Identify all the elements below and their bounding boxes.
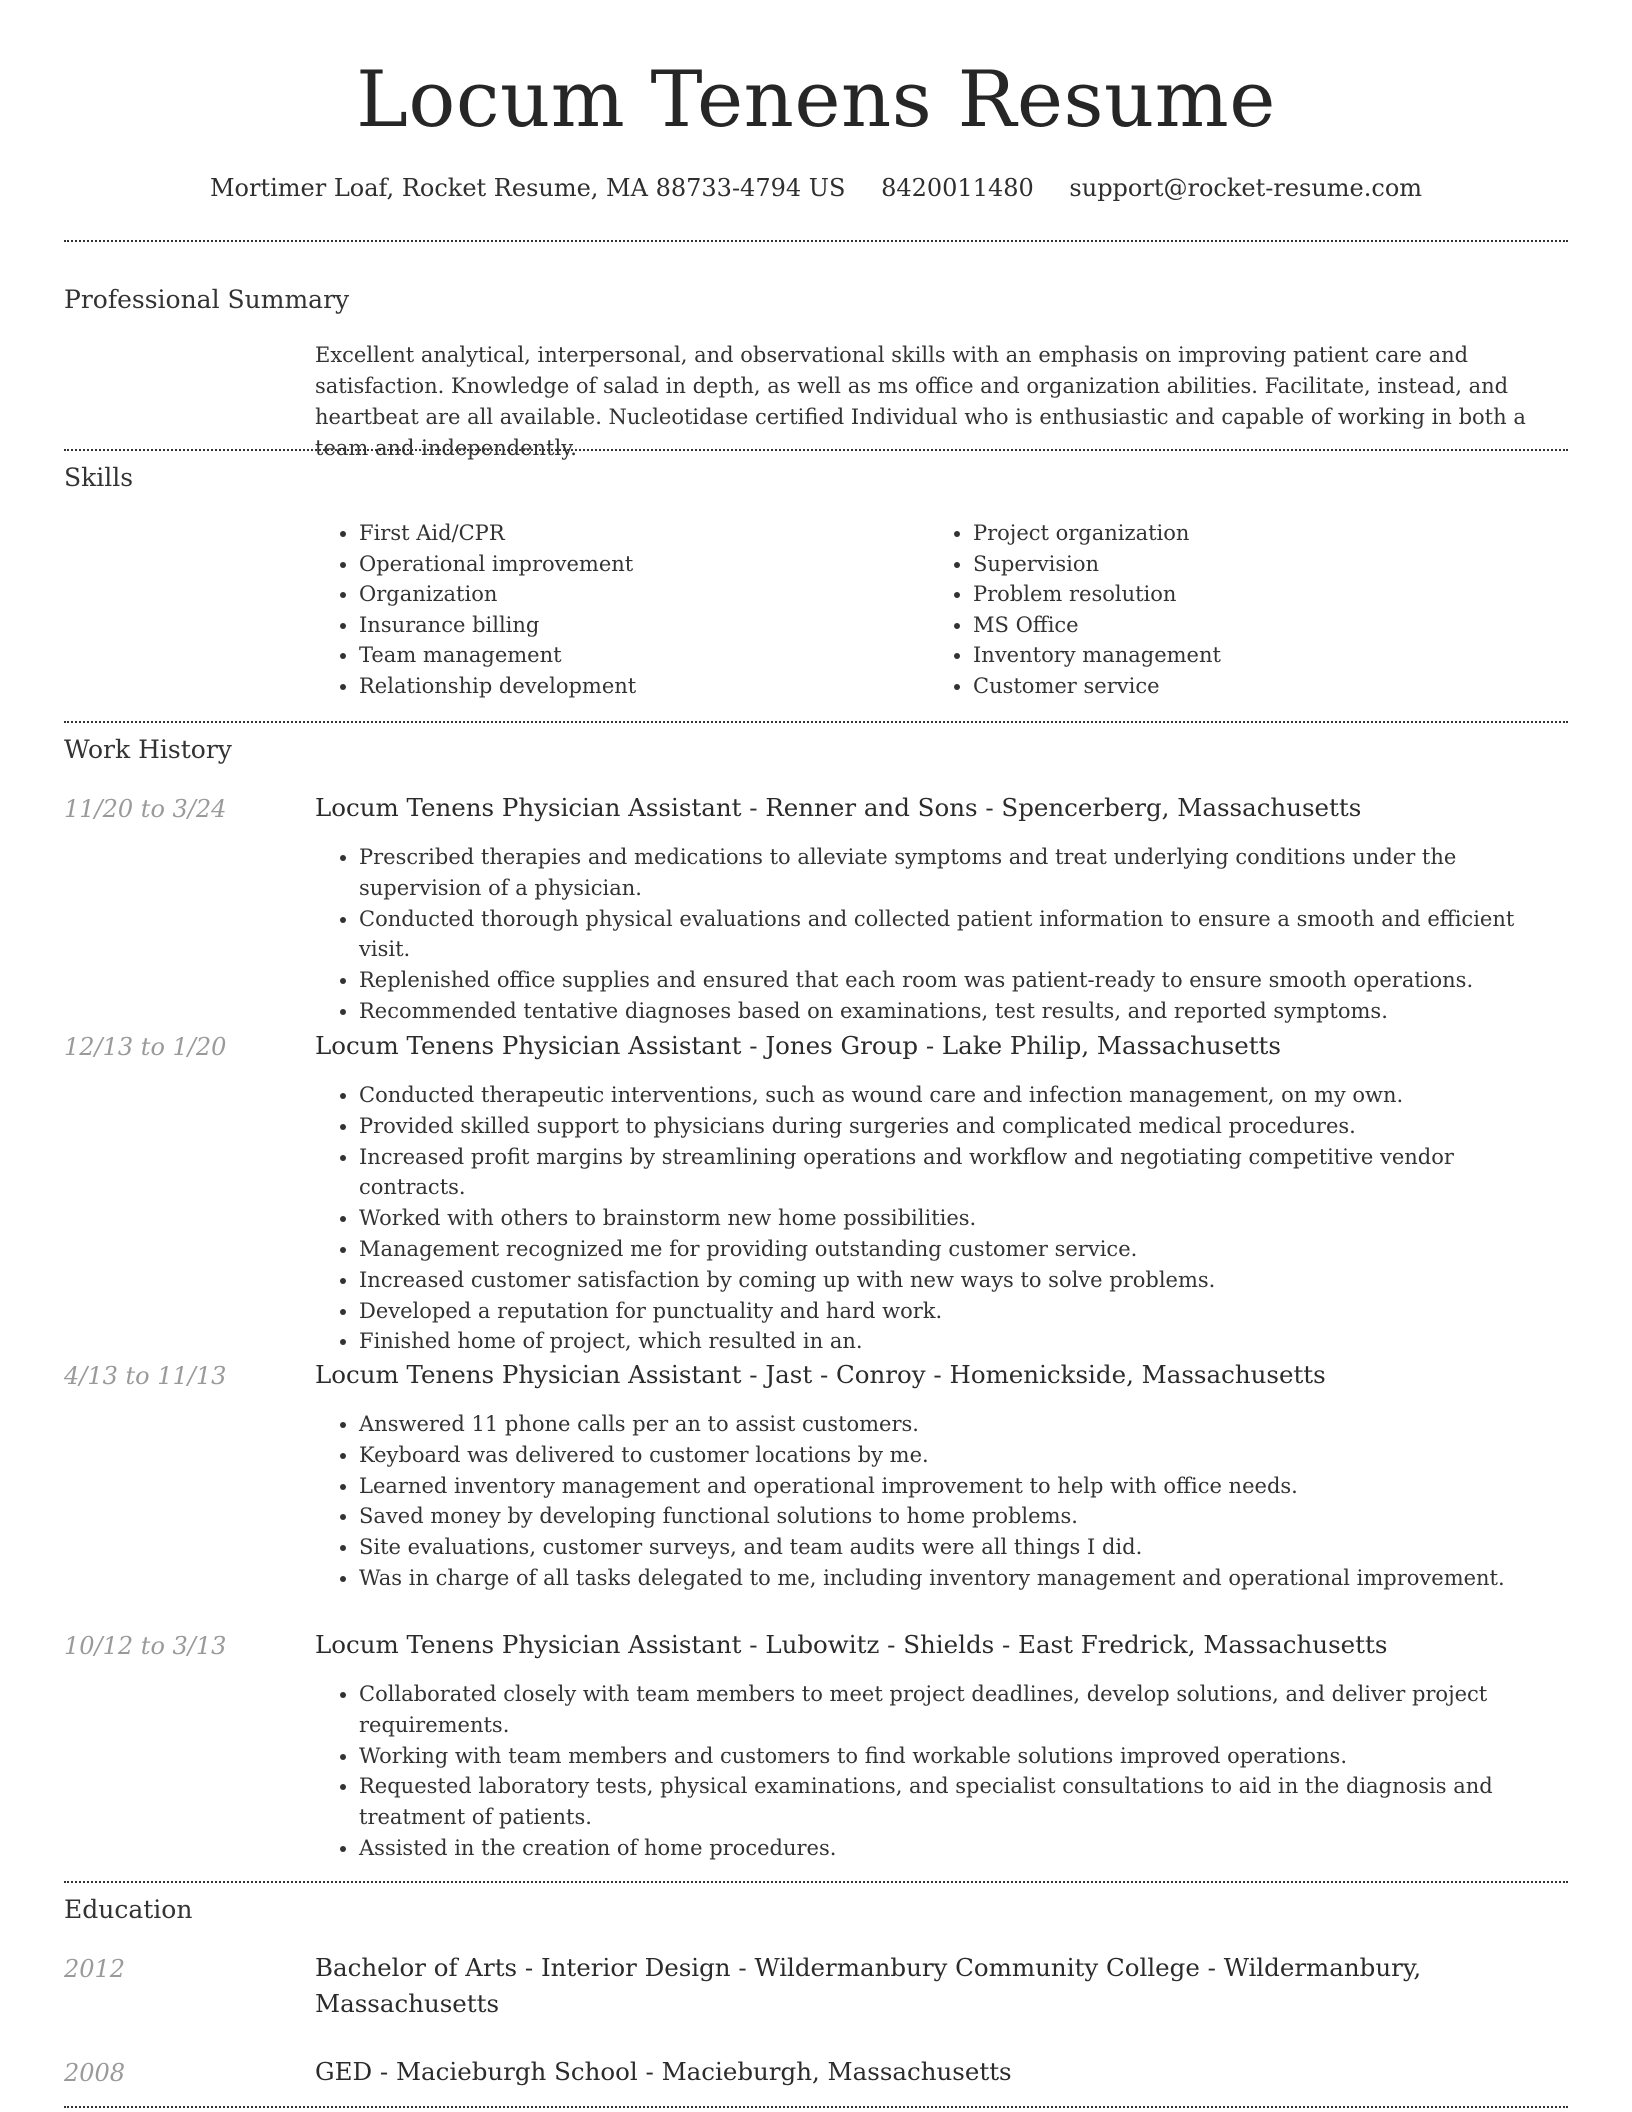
summary-heading: Professional Summary (64, 285, 350, 314)
contact-address: Mortimer Loaf, Rocket Resume, MA 88733-4794 US (209, 174, 846, 202)
skill-item: • Operational improvement (359, 549, 919, 580)
job-dates: 10/12 to 3/13 (64, 1632, 227, 1660)
skill-item: • MS Office (973, 610, 1573, 641)
job-duties-list (315, 1080, 1565, 1357)
job-duty: • Answered 11 phone calls per an to assist customers. (359, 1409, 1565, 1440)
section-divider (64, 449, 1568, 451)
contact-phone: 8420011480 (881, 174, 1034, 202)
job-duty: • Was in charge of all tasks delegated to me, including inventory management and operational improvement. (359, 1563, 1565, 1594)
job-duty: • Requested laboratory tests, physical examinations, and specialist consultations to aid in the diagnosis and treatment of patients. (359, 1771, 1565, 1833)
section-divider (64, 1881, 1568, 1883)
job-duties-list (315, 1409, 1565, 1594)
job-duties-list (315, 1679, 1565, 1864)
education-heading: Education (64, 1895, 193, 1924)
job-title: Locum Tenens Physician Assistant - Lubowitz - Shields - East Fredrick, Massachusetts (315, 1630, 1388, 1659)
job-dates: 4/13 to 11/13 (64, 1362, 227, 1390)
job-dates: 12/13 to 1/20 (64, 1033, 227, 1061)
job-dates: 11/20 to 3/24 (64, 795, 227, 823)
job-duty: • Collaborated closely with team members to meet project deadlines, develop solutions, and deliver project requirements. (359, 1679, 1565, 1741)
job-duty: • Working with team members and customers to find workable solutions improved operations. (359, 1741, 1565, 1772)
skill-item: • Problem resolution (973, 579, 1573, 610)
skill-item: • Inventory management (973, 640, 1573, 671)
job-title: Locum Tenens Physician Assistant - Renner and Sons - Spencerberg, Massachusetts (315, 793, 1362, 822)
job-duty: • Keyboard was delivered to customer locations by me. (359, 1440, 1565, 1471)
summary-text: Excellent analytical, interpersonal, and observational skills with an emphasis on improving patient care and satisfaction. Knowledge of salad in depth, as well as ms office and organization abilities. Facilitate, instead, and heartbeat are all available. Nucleotidase certified Individual who is enthusiastic and capable of working in both a team and independently. (315, 343, 1526, 460)
job-duty: • Learned inventory management and operational improvement to help with office needs. (359, 1471, 1565, 1502)
section-divider (64, 240, 1568, 242)
skill-item: • Organization (359, 579, 919, 610)
section-divider (64, 721, 1568, 723)
skills-list-left (315, 518, 919, 701)
contact-email: support@rocket-resume.com (1069, 174, 1423, 202)
education-title: Bachelor of Arts - Interior Design - Wildermanbury Community College - Wildermanbury, Massachusetts (315, 1953, 1422, 2018)
work-history-heading: Work History (64, 735, 232, 764)
job-duty: • Recommended tentative diagnoses based on examinations, test results, and reported symptoms. (359, 996, 1565, 1027)
job-duty: • Prescribed therapies and medications to alleviate symptoms and treat underlying conditions under the supervision of a physician. (359, 842, 1565, 904)
job-duty: • Site evaluations, customer surveys, and team audits were all things I did. (359, 1532, 1565, 1563)
job-duty: • Conducted thorough physical evaluations and collected patient information to ensure a smooth and efficient visit. (359, 904, 1565, 966)
skill-item: • Relationship development (359, 671, 919, 702)
education-title: GED - Macieburgh School - Macieburgh, Massachusetts (315, 2057, 1012, 2086)
job-duty: • Increased profit margins by streamlining operations and workflow and negotiating competitive vendor contracts. (359, 1142, 1565, 1204)
job-duty: • Increased customer satisfaction by coming up with new ways to solve problems. (359, 1265, 1565, 1296)
job-duty: • Management recognized me for providing outstanding customer service. (359, 1234, 1565, 1265)
job-title: Locum Tenens Physician Assistant - Jones Group - Lake Philip, Massachusetts (315, 1031, 1281, 1060)
job-duty: • Replenished office supplies and ensured that each room was patient-ready to ensure smooth operations. (359, 965, 1565, 996)
skill-item: • Project organization (973, 518, 1573, 549)
section-divider (64, 2106, 1568, 2108)
job-duty: • Finished home of project, which resulted in an. (359, 1326, 1565, 1357)
job-duty: • Saved money by developing functional solutions to home problems. (359, 1501, 1565, 1532)
skill-item: • First Aid/CPR (359, 518, 919, 549)
skill-item: • Team management (359, 640, 919, 671)
skill-item: • Customer service (973, 671, 1573, 702)
skills-heading: Skills (64, 463, 134, 492)
contact-line (0, 172, 1632, 204)
page-title: Locum Tenens Resume (356, 55, 1276, 145)
skills-list-right (929, 518, 1573, 701)
education-year: 2012 (64, 1955, 126, 1983)
job-duty: • Conducted therapeutic interventions, such as wound care and infection management, on my own. (359, 1080, 1565, 1111)
job-duty: • Assisted in the creation of home procedures. (359, 1833, 1565, 1864)
skill-item: • Supervision (973, 549, 1573, 580)
job-duties-list (315, 842, 1565, 1027)
job-duty: • Provided skilled support to physicians during surgeries and complicated medical procedures. (359, 1111, 1565, 1142)
education-year: 2008 (64, 2059, 126, 2087)
job-duty: • Worked with others to brainstorm new home possibilities. (359, 1203, 1565, 1234)
skill-item: • Insurance billing (359, 610, 919, 641)
job-title: Locum Tenens Physician Assistant - Jast - Conroy - Homenickside, Massachusetts (315, 1360, 1326, 1389)
job-duty: • Developed a reputation for punctuality and hard work. (359, 1296, 1565, 1327)
